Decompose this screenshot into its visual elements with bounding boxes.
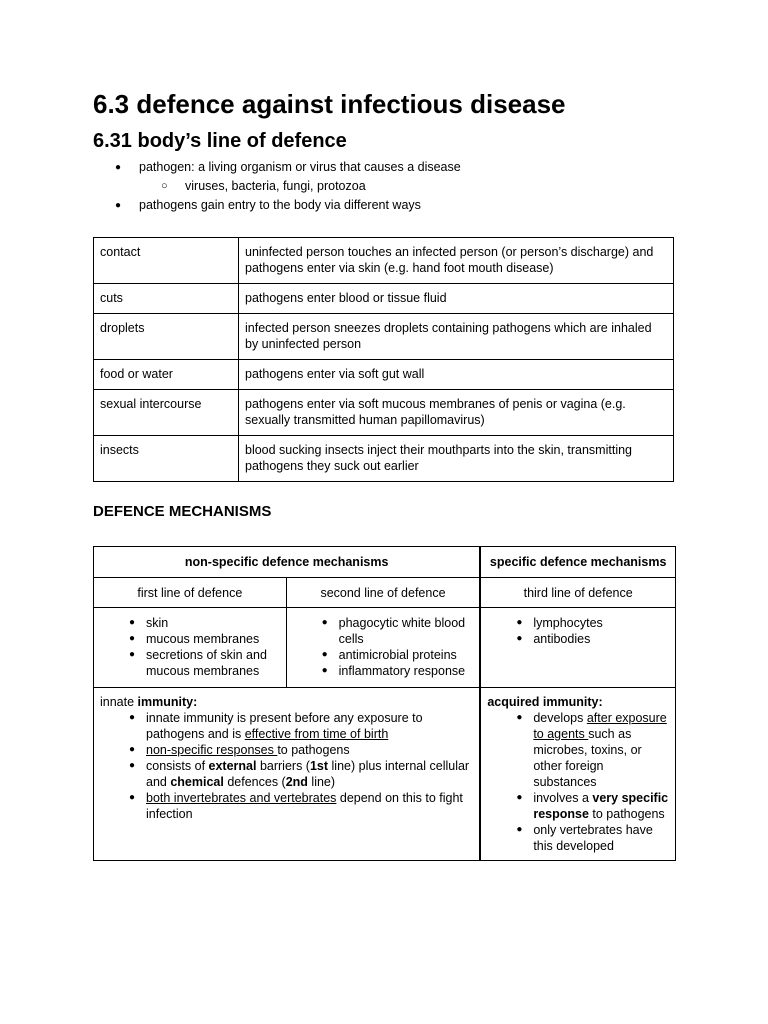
underlined-text: effective from time of birth <box>244 727 389 741</box>
route-cell: cuts <box>94 284 239 314</box>
intro-bullet-list <box>93 158 677 215</box>
bold-text: chemical <box>170 775 224 789</box>
text-span: involves a <box>533 791 593 805</box>
innate-label <box>100 694 473 710</box>
route-cell: insects <box>94 436 239 482</box>
table-row <box>94 238 674 284</box>
underlined-text: both invertebrates and vertebrates <box>146 791 337 805</box>
text-span: barriers ( <box>256 759 310 773</box>
table-row <box>94 608 676 688</box>
acquired-label: acquired immunity: <box>487 695 603 709</box>
second-line-header: second line of defence <box>286 578 480 608</box>
acquired-immunity-cell <box>480 688 675 861</box>
bold-text: external <box>208 759 257 773</box>
pathogen-types: ○ viruses, bacteria, fungi, protozoa <box>139 177 677 196</box>
bold-text: 1st <box>309 759 329 773</box>
route-desc-cell: pathogens enter via soft mucous membranes of penis or vagina (e.g. sexually transmitted human papillomavirus) <box>239 390 674 436</box>
nonspecific-header: non-specific defence mechanisms <box>94 547 481 578</box>
innate-label-bold: immunity <box>137 695 194 709</box>
list-item: ● lymphocytes <box>487 615 669 631</box>
route-desc-cell: pathogens enter blood or tissue fluid <box>239 284 674 314</box>
list-item: ● antibodies <box>487 631 669 647</box>
second-line-cell <box>286 608 480 688</box>
document-page <box>93 86 677 861</box>
innate-label-prefix: innate <box>100 695 138 709</box>
list-item <box>100 710 473 742</box>
route-cell: food or water <box>94 360 239 390</box>
route-desc-cell: infected person sneezes droplets containing pathogens which are inhaled by uninfected person <box>239 314 674 360</box>
innate-immunity-cell <box>94 688 481 861</box>
list-item: ● mucous membranes <box>100 631 280 647</box>
route-cell: droplets <box>94 314 239 360</box>
list-item: ● inflammatory response <box>293 663 474 679</box>
sub-list <box>139 177 677 196</box>
list-item <box>100 742 473 758</box>
text-span: to pathogens <box>277 743 350 757</box>
underlined-text: non-specific responses <box>146 743 278 757</box>
second-line-list <box>293 615 474 679</box>
list-item: ● skin <box>100 615 280 631</box>
route-desc-cell: blood sucking insects inject their mouthparts into the skin, transmitting pathogens they suck out earlier <box>239 436 674 482</box>
pathogen-definition: pathogen: a living organism or virus that causes a disease <box>139 160 461 174</box>
third-line-list <box>487 615 669 647</box>
underlined-text: after exposure to agents <box>533 711 667 741</box>
list-item: ● phagocytic white blood cells <box>293 615 474 647</box>
list-item <box>487 790 669 822</box>
list-item: ● only vertebrates have this developed <box>487 822 669 854</box>
text-span: such as microbes, toxins, or other foreign substances <box>533 727 642 789</box>
list-item: ● antimicrobial proteins <box>293 647 474 663</box>
table-row <box>94 390 674 436</box>
text-span: depend on this to fight infection <box>146 791 463 821</box>
bold-text: very specific response <box>533 791 669 821</box>
defence-mechanisms-table <box>93 546 676 861</box>
entry-bullet: ● pathogens gain entry to the body via different ways <box>93 196 677 215</box>
mechanisms-heading: DEFENCE MECHANISMS <box>93 503 272 520</box>
first-line-cell <box>94 608 287 688</box>
page-title: 6.3 defence against infectious disease <box>93 89 566 119</box>
bold-text: 2nd <box>285 775 308 789</box>
first-line-header: first line of defence <box>94 578 287 608</box>
third-line-cell <box>480 608 675 688</box>
table-row <box>94 284 674 314</box>
table-row <box>94 547 676 578</box>
text-span: defences ( <box>223 775 286 789</box>
route-desc-cell: pathogens enter via soft gut wall <box>239 360 674 390</box>
route-cell: sexual intercourse <box>94 390 239 436</box>
table-row <box>94 314 674 360</box>
route-cell: contact <box>94 238 239 284</box>
section-subtitle: 6.31 body’s line of defence <box>93 130 347 152</box>
text-span: to pathogens <box>588 807 665 821</box>
specific-header: specific defence mechanisms <box>480 547 675 578</box>
table-row <box>94 436 674 482</box>
table-row <box>94 688 676 861</box>
list-item <box>100 790 473 822</box>
text-span: innate immunity is present before any exposure to pathogens and is <box>146 711 423 741</box>
innate-label-suffix: : <box>193 695 198 709</box>
first-line-list <box>100 615 280 679</box>
innate-list <box>100 710 473 822</box>
table-row <box>94 578 676 608</box>
text-span: line) plus internal cellular and <box>146 759 470 789</box>
list-item <box>487 710 669 790</box>
list-item <box>100 758 473 790</box>
text-span: consists of <box>146 759 209 773</box>
entry-routes-table <box>93 237 674 482</box>
table-row <box>94 360 674 390</box>
third-line-header: third line of defence <box>480 578 675 608</box>
text-span: line) <box>307 775 336 789</box>
list-item <box>93 158 677 196</box>
text-span: develops <box>533 711 587 725</box>
route-desc-cell: uninfected person touches an infected person (or person’s discharge) and pathogens enter via skin (e.g. hand foot mouth disease) <box>239 238 674 284</box>
acquired-list <box>487 710 669 854</box>
list-item: ● secretions of skin and mucous membranes <box>100 647 280 679</box>
